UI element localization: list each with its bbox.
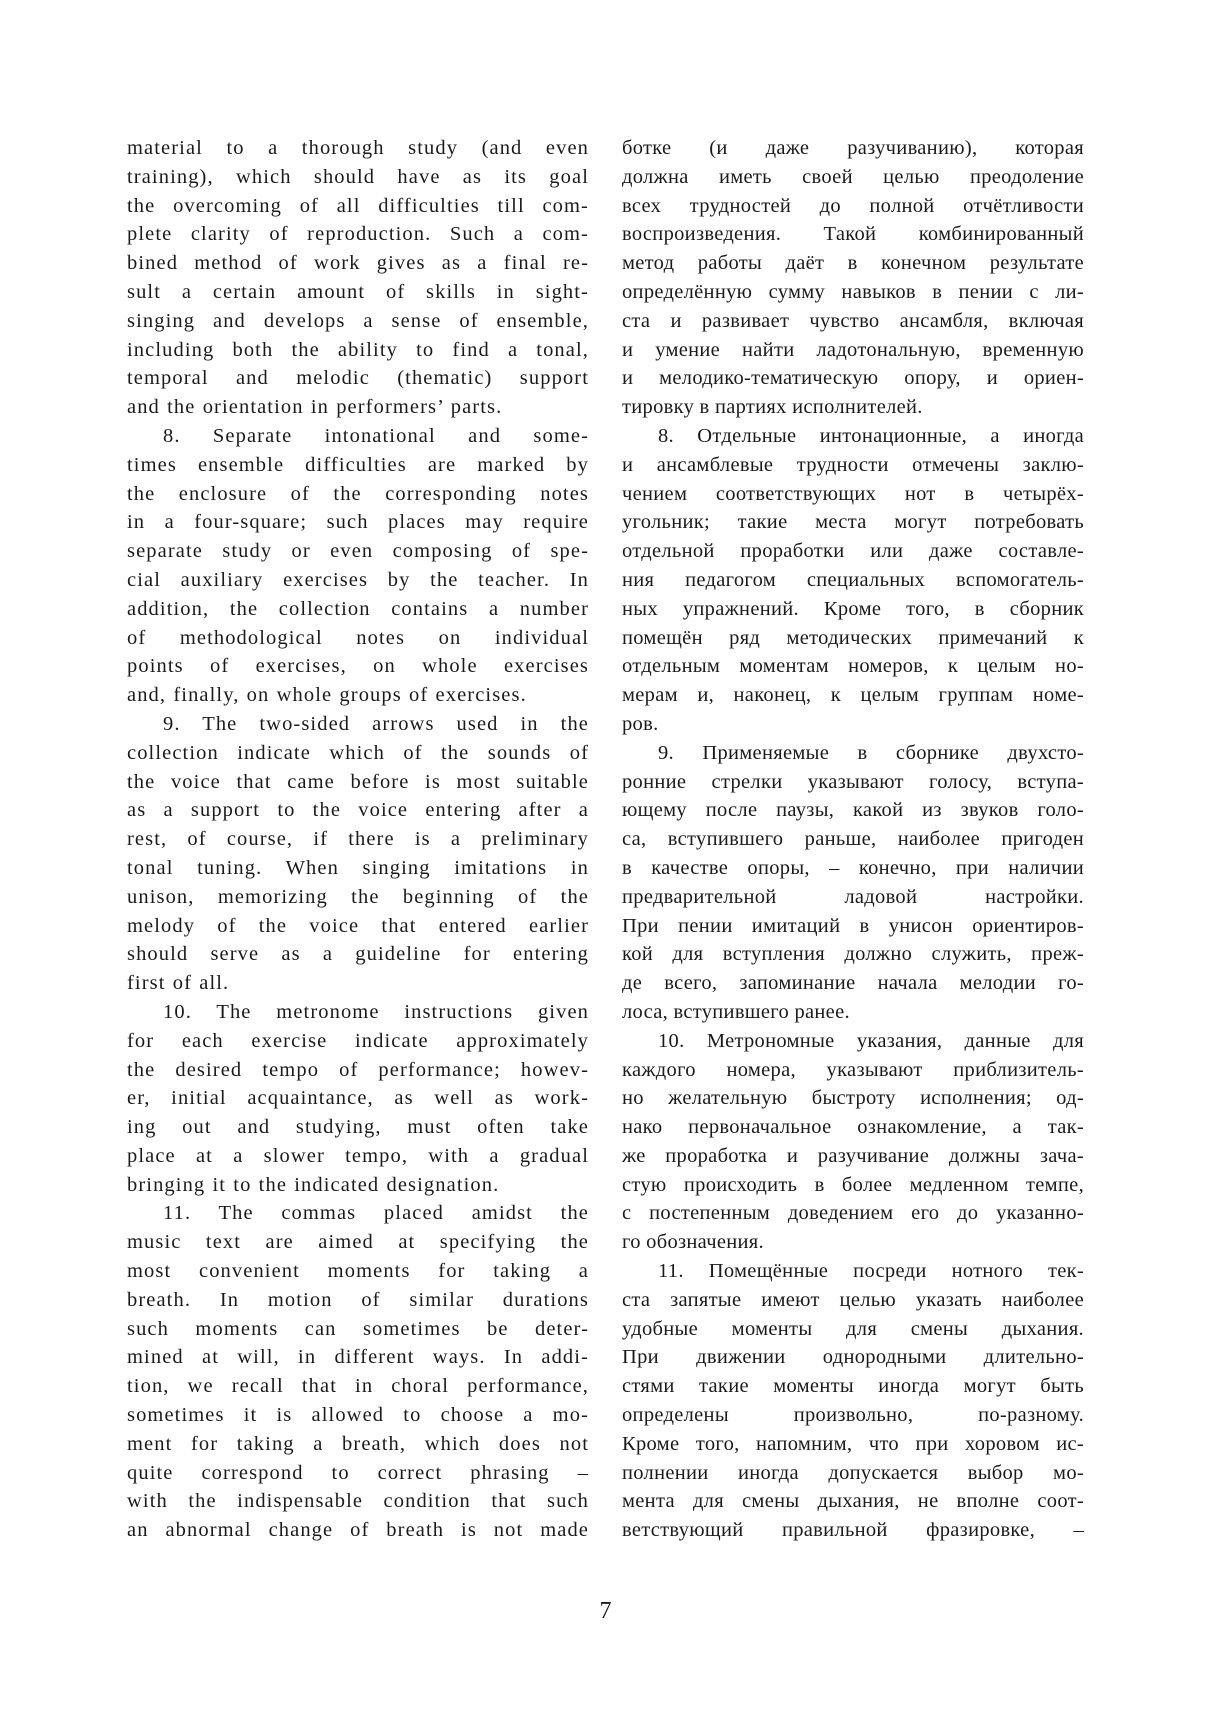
- paragraph: [622, 134, 1084, 422]
- text-line: training), which should have as its goal: [127, 165, 589, 188]
- text-line: ста и развивает чувство ансамбля, включая: [622, 309, 1084, 332]
- text-line: ment for taking a breath, which does not: [127, 1432, 589, 1455]
- text-line: ветствующий правильной фразировке, –: [622, 1519, 1084, 1542]
- text-line: 8. Separate intonational and some-: [163, 424, 589, 447]
- text-line: first of all.: [127, 972, 230, 995]
- text-line: points of exercises, on whole exercises: [127, 655, 589, 678]
- text-line: в качестве опоры, – конечно, при наличии: [622, 856, 1084, 879]
- text-line: 9. Применяемые в сборнике двухсто-: [658, 741, 1084, 764]
- text-line: ронние стрелки указывают голосу, вступа-: [622, 770, 1084, 793]
- text-line: метод работы даёт в конечном результате: [622, 252, 1084, 275]
- text-line: bringing it to the indicated designation.: [127, 1173, 500, 1196]
- text-line: times ensemble difficulties are marked by: [127, 453, 589, 476]
- text-line: но желательную быстроту исполнения; од-: [622, 1087, 1084, 1110]
- text-line: чением соответствующих нот в четырёх-: [622, 482, 1084, 505]
- text-line: unison, memorizing the beginning of the: [127, 885, 589, 908]
- text-line: plete clarity of reproduction. Such a com-: [127, 223, 589, 246]
- text-line: полнении иногда допускается выбор мо-: [622, 1461, 1084, 1484]
- text-line: and the orientation in performers’ parts.: [127, 396, 503, 419]
- text-line: such moments can sometimes be deter-: [127, 1317, 589, 1340]
- text-line: отдельным моментам номеров, к целым но-: [622, 655, 1084, 678]
- text-line: as a support to the voice entering after a: [127, 799, 589, 822]
- text-line: 9. The two-sided arrows used in the: [163, 712, 589, 735]
- paragraph: [622, 1257, 1084, 1545]
- text-line: 11. The commas placed amidst the: [163, 1202, 589, 1225]
- text-line: мерам и, наконец, к целым группам номе-: [622, 684, 1084, 707]
- text-line: лоса, вступившего ранее.: [622, 1000, 850, 1023]
- text-line: sometimes it is allowed to choose a mo-: [127, 1404, 589, 1427]
- text-line: mined at will, in different ways. In addi-: [127, 1346, 589, 1369]
- text-line: the desired tempo of performance; howev-: [127, 1058, 589, 1081]
- text-line: separate study or even composing of spe-: [127, 540, 589, 563]
- paragraph: [127, 710, 589, 998]
- paragraph: [622, 739, 1084, 1027]
- text-line: the voice that came before is most suitable: [127, 770, 589, 793]
- text-line: стую происходить в более медленном темпе,: [622, 1173, 1084, 1196]
- text-line: addition, the collection contains a number: [127, 597, 589, 620]
- text-line: singing and develops a sense of ensemble,: [127, 309, 589, 332]
- text-line: sult a certain amount of skills in sight-: [127, 280, 589, 303]
- text-line: 8. Отдельные интонационные, а иногда: [658, 424, 1084, 447]
- text-line: всех трудностей до полной отчётливости: [622, 194, 1084, 217]
- paragraph: [127, 422, 589, 710]
- text-line: ния педагогом специальных вспомогатель-: [622, 568, 1084, 591]
- paragraph: [622, 422, 1084, 739]
- russian-text-column: [622, 134, 1084, 1545]
- text-line: tion, we recall that in choral performance,: [127, 1375, 589, 1398]
- text-line: воспроизведения. Такой комбинированный: [622, 223, 1084, 246]
- text-line: го обозначения.: [622, 1231, 764, 1254]
- text-line: material to a thorough study (and even: [127, 137, 589, 159]
- text-line: place at a slower tempo, with a gradual: [127, 1144, 589, 1167]
- text-line: и умение найти ладотональную, временную: [622, 338, 1084, 361]
- text-line: стями такие моменты иногда могут быть: [622, 1375, 1084, 1398]
- text-line: тировку в партиях исполнителей.: [622, 396, 923, 419]
- paragraph: [622, 1027, 1084, 1257]
- text-line: ных упражнений. Кроме того, в сборник: [622, 597, 1084, 620]
- text-line: bined method of work gives as a final re-: [127, 252, 589, 275]
- text-line: er, initial acquaintance, as well as work-: [127, 1087, 589, 1110]
- text-line: же проработка и разучивание должны зача-: [622, 1144, 1084, 1167]
- text-line: tonal tuning. When singing imitations in: [127, 856, 589, 879]
- text-line: отдельной проработки или даже составле-: [622, 540, 1084, 563]
- text-line: most convenient moments for taking a: [127, 1260, 589, 1283]
- text-line: удобные моменты для смены дыхания.: [622, 1317, 1084, 1340]
- text-line: мента для смены дыхания, не вполне соот-: [622, 1490, 1084, 1513]
- text-line: 11. Помещённые посреди нотного тек-: [658, 1260, 1084, 1283]
- text-line: for each exercise indicate approximately: [127, 1029, 589, 1052]
- text-line: ботке (и даже разучиванию), которая: [622, 137, 1084, 159]
- text-line: the enclosure of the corresponding notes: [127, 482, 589, 505]
- text-line: определённую сумму навыков в пении с ли-: [622, 280, 1084, 303]
- text-line: определены произвольно, по-разному.: [622, 1404, 1084, 1427]
- text-line: де всего, запоминание начала мелодии го-: [622, 972, 1084, 995]
- text-line: music text are aimed at specifying the: [127, 1231, 589, 1254]
- text-line: should serve as a guideline for entering: [127, 943, 589, 966]
- text-line: ющему после паузы, какой из звуков голо-: [622, 799, 1084, 822]
- paragraph: [127, 134, 589, 422]
- text-line: кой для вступления должно служить, преж-: [622, 943, 1084, 966]
- text-line: и ансамблевые трудности отмечены заклю-: [622, 453, 1084, 476]
- text-line: При движении однородными длительно-: [622, 1346, 1084, 1369]
- text-line: quite correspond to correct phrasing –: [127, 1461, 589, 1484]
- text-line: При пении имитаций в унисон ориентиров-: [622, 914, 1084, 937]
- text-line: including both the ability to find a tonal,: [127, 338, 589, 361]
- paragraph: [127, 998, 589, 1200]
- text-line: Кроме того, напомним, что при хоровом ис-: [622, 1432, 1084, 1455]
- text-line: collection indicate which of the sounds of: [127, 741, 589, 764]
- text-line: 10. The metronome instructions given: [163, 1000, 589, 1023]
- text-line: угольник; такие места могут потребовать: [622, 511, 1084, 534]
- text-line: with the indispensable condition that such: [127, 1490, 589, 1513]
- text-line: cial auxiliary exercises by the teacher. In: [127, 568, 589, 591]
- text-line: melody of the voice that entered earlier: [127, 914, 589, 937]
- text-line: помещён ряд методических примечаний к: [622, 626, 1084, 649]
- text-line: breath. In motion of similar durations: [127, 1288, 589, 1311]
- text-line: са, вступившего раньше, наиболее пригоден: [622, 828, 1084, 851]
- text-line: rest, of course, if there is a preliminary: [127, 828, 589, 851]
- text-line: and, finally, on whole groups of exercises.: [127, 684, 527, 707]
- text-line: 10. Метрономные указания, данные для: [658, 1029, 1084, 1052]
- text-line: предварительной ладовой настройки.: [622, 885, 1084, 908]
- text-line: ров.: [622, 712, 659, 735]
- text-line: должна иметь своей целью преодоление: [622, 165, 1084, 188]
- english-text-column: [127, 134, 589, 1545]
- text-line: the overcoming of all difficulties till com-: [127, 194, 589, 217]
- paragraph: [127, 1199, 589, 1545]
- text-line: of methodological notes on individual: [127, 626, 589, 649]
- text-line: с постепенным доведением его до указанно-: [622, 1202, 1084, 1225]
- text-line: an abnormal change of breath is not made: [127, 1519, 589, 1542]
- text-line: нако первоначальное ознакомление, а так-: [622, 1116, 1084, 1139]
- text-line: ing out and studying, must often take: [127, 1116, 589, 1139]
- text-line: in a four-square; such places may require: [127, 511, 589, 534]
- text-line: и мелодико-тематическую опору, и ориен-: [622, 367, 1084, 390]
- text-line: каждого номера, указывают приблизитель-: [622, 1058, 1084, 1081]
- page-number: 7: [599, 1598, 612, 1624]
- text-line: ста запятые имеют целью указать наиболее: [622, 1288, 1084, 1311]
- text-line: temporal and melodic (thematic) support: [127, 367, 589, 390]
